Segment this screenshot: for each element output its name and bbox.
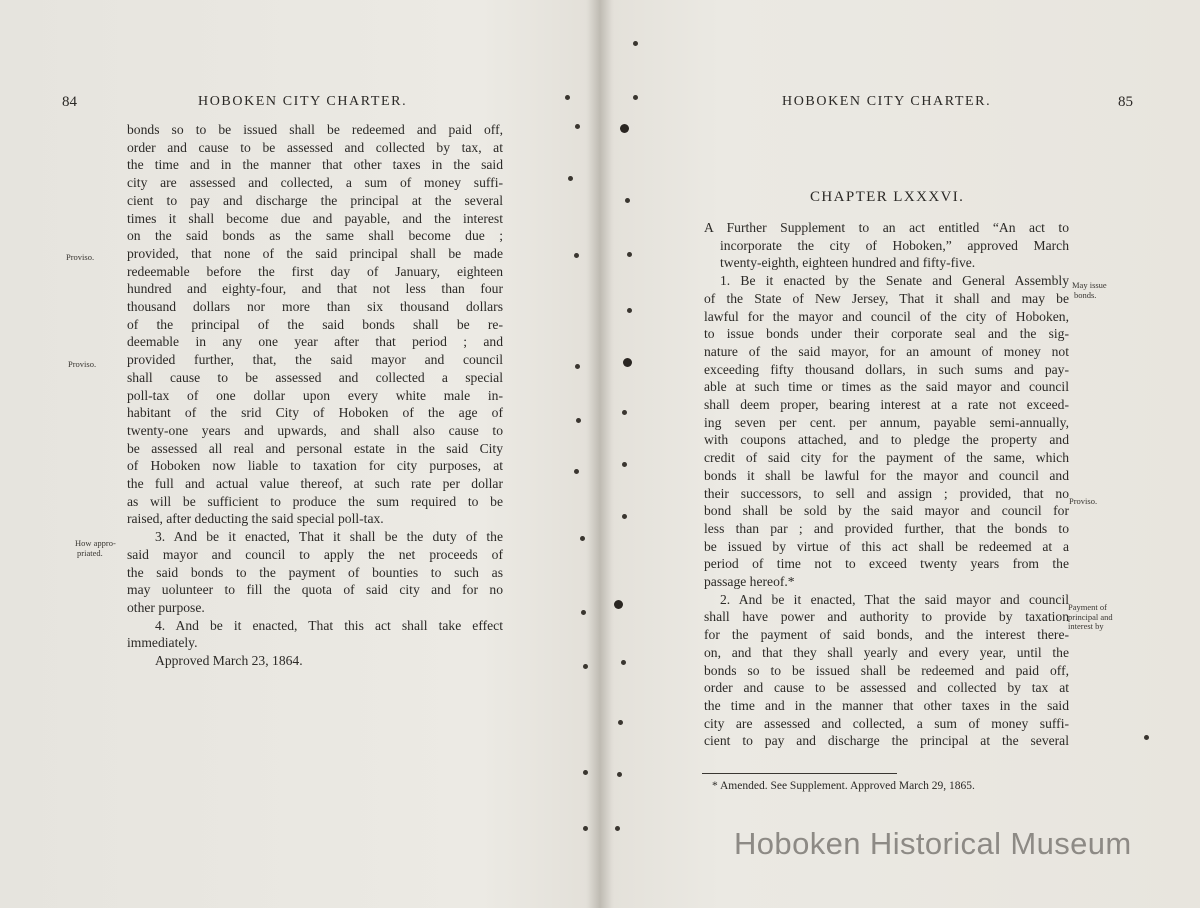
margin-note-proviso: Proviso.: [66, 252, 95, 262]
page-number: 85: [1118, 94, 1133, 110]
page-number: 84: [62, 94, 77, 110]
footnote: * Amended. See Supplement. Approved March 29, 1865.: [712, 780, 975, 792]
right-page: [610, 0, 1200, 908]
margin-note-proviso: Proviso.: [1069, 496, 1098, 506]
body-text: A Further Supplement to an act entitled “An act to incorporate the city of Hoboken,” approved March twenty-eighth, eighteen hundred and fifty-five. 1. Be it enacted by the Senate and General Assembly of the State of New Jersey, That it shall and may be lawful for the mayor and council of the city of Hoboken, to issue bonds under their corporate seal and the sig- nature of the said mayor, for an amount of money not exceeding fifty thousand dollars, in such sums and pay- able at such time or times as the said mayor and council shall deem proper, bearing interest at a rate not exceed- ing seven per cent. per annum, payable semi-annually, with coupons attached, and to pledge the property and credit of said city for the payment of the same, which bonds it shall be lawful for the mayor and council and their successors, to sell and assign ; provided, that no bond shall be sold by the said mayor and council for less than par ; and provided further, that the bonds to be issued by virtue of this act shall be redeemed at a period of time not to exceed twenty years from the passage hereof.* 2. And be it enacted, That the said mayor and council shall have power and authority to provide by taxation for the payment of said bonds, and the interest there- on, and that they shall yearly and every year, until the bonds so to be issued shall be redeemed and paid off, order and cause to be assessed and collected by tax at the time and in the manner that other taxes in the said city are assessed and collected, a sum of money suffi- cient to pay and discharge the principal at the several: [704, 220, 1069, 749]
margin-note-proviso: Proviso.: [68, 359, 97, 369]
footnote-rule: [702, 773, 897, 774]
chapter-title: CHAPTER LXXXVI.: [810, 189, 965, 205]
margin-note-how-appropriated: How appro- priated.: [75, 538, 116, 558]
running-head: HOBOKEN CITY CHARTER.: [782, 94, 992, 109]
left-page: [0, 0, 590, 908]
margin-note-payment: Payment of principal and interest by: [1068, 602, 1113, 631]
margin-note-may-issue-bonds: May issue bonds.: [1072, 280, 1107, 300]
body-text: bonds so to be issued shall be redeemed and paid off, order and cause to be assessed and collected by tax, at the time and in the manner that other taxes in the said city are assessed and collected, a sum of money suffi- cient to pay and discharge the principal at the several times it shall become due and payable, and the interest on the said bonds as the same shall become due ; provided, that none of the said principal shall be made redeemable before the first day of January, eighteen hundred and eighty-four, and that not less than four thousand dollars nor more than six thousand dollars of the principal of the said bonds shall be re- deemable in any one year after that period ; and provided further, that, the said mayor and council shall cause to be assessed and collected a special poll-tax of one dollar upon every white male in- habitant of the srid City of Hoboken of the age of twenty-one years and upwards, and shall also cause to be assessed all real and personal estate in the said City of Hoboken now liable to taxation for city purposes, at the full and actual value thereof, at such rate per dollar as will be sufficient to produce the sum required to be raised, after deducting the said special poll-tax. 3. And be it enacted, That it shall be the duty of the said mayor and council to apply the net proceeds of the said bonds to the payment of bounties to such as may uolunteer to fill the quota of said city and for no other purpose. 4. And be it enacted, That this act shall take effect immediately. Approved March 23, 1864.: [127, 122, 503, 669]
running-head: HOBOKEN CITY CHARTER.: [198, 94, 408, 109]
museum-watermark: Hoboken Historical Museum: [734, 826, 1132, 861]
